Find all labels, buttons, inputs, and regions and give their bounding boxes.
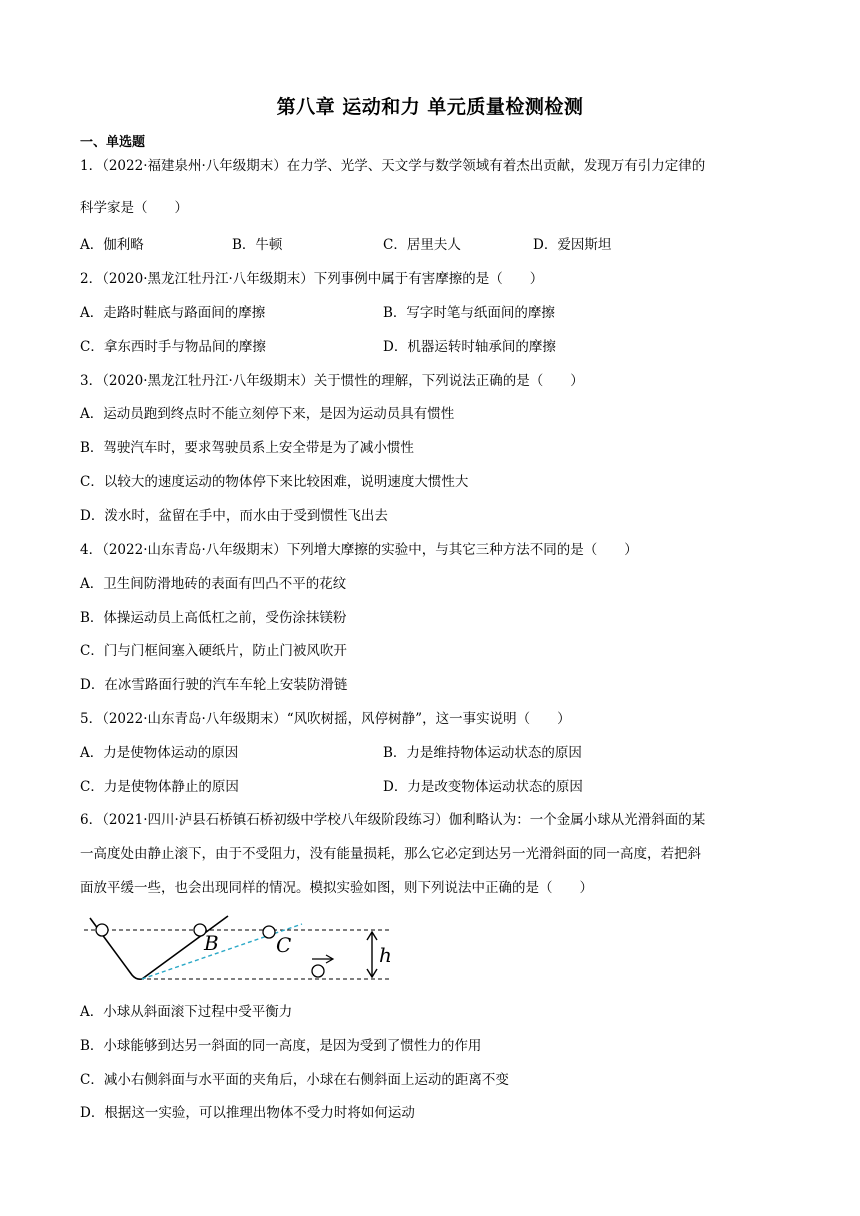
q3-option-a: A．运动员跑到终点时不能立刻停下来，是因为运动员具有惯性	[80, 406, 455, 422]
q6-option-b: B．小球能够到达另一斜面的同一高度，是因为受到了惯性力的作用	[80, 1038, 482, 1054]
q3-line-1: 3．（2020·黑龙江牡丹江·八年级期末）关于惯性的理解，下列说法正确的是（ ）	[80, 373, 584, 389]
q5-option-a: A．力是使物体运动的原因	[80, 745, 239, 761]
section-heading: 一、单选题	[80, 135, 146, 150]
label-h: h	[379, 943, 392, 967]
q1-option-d: D．爱因斯坦	[533, 237, 612, 253]
q3-option-d: D．泼水时，盆留在手中，而水由于受到惯性飞出去	[80, 508, 388, 524]
q6-option-c: C．减小右侧斜面与水平面的夹角后，小球在右侧斜面上运动的距离不变	[80, 1072, 509, 1088]
q6-option-d: D．根据这一实验，可以推理出物体不受力时将如何运动	[80, 1105, 415, 1121]
q4-option-d: D．在冰雪路面行驶的汽车车轮上安装防滑链	[80, 677, 348, 693]
q5-option-c: C．力是使物体静止的原因	[80, 779, 239, 795]
q5-line-1: 5．（2022·山东青岛·八年级期末）“风吹树摇，风停树静”，这一事实说明（ ）	[80, 711, 571, 727]
q1-line-1: 1．（2022·福建泉州·八年级期末）在力学、光学、天文学与数学领域有着杰出贡献，发现万有引力定律的	[80, 158, 706, 174]
q3-option-c: C．以较大的速度运动的物体停下来比较困难，说明速度大惯性大	[80, 474, 469, 490]
q3-option-b: B．驾驶汽车时，要求驾驶员系上安全带是为了减小惯性	[80, 440, 414, 456]
ball-c	[263, 926, 275, 938]
q6-line-2: 一高度处由静止滚下，由于不受阻力，没有能量损耗，那么它必定到达另一光滑斜面的同一高度，若把斜	[80, 846, 701, 862]
label-c: C	[276, 933, 292, 957]
q4-line-1: 4．（2022·山东青岛·八年级期末）下列增大摩擦的实验中，与其它三种方法不同的是（ ）	[80, 542, 638, 558]
q4-option-c: C．门与门框间塞入硬纸片，防止门被风吹开	[80, 643, 347, 659]
q1-option-c: C．居里夫人	[383, 237, 461, 253]
q4-option-a: A．卫生间防滑地砖的表面有凹凸不平的花纹	[80, 576, 347, 592]
q6-line-1: 6．（2021·四川·泸县石桥镇石桥初级中学校八年级阶段练习）伽利略认为：一个金属小球从光滑斜面的某	[80, 812, 706, 828]
q5-option-b: B．力是维持物体运动状态的原因	[383, 745, 582, 761]
label-b: B	[204, 931, 219, 955]
q1-line-2: 科学家是（ ）	[80, 200, 188, 216]
page-title: 第八章 运动和力 单元质量检测检测	[276, 96, 584, 118]
q2-line-1: 2．（2020·黑龙江牡丹江·八年级期末）下列事例中属于有害摩擦的是（ ）	[80, 271, 544, 287]
rolling-ball	[312, 965, 324, 977]
q2-option-d: D．机器运转时轴承间的摩擦	[383, 339, 556, 355]
q5-option-d: D．力是改变物体运动状态的原因	[383, 779, 583, 795]
start-ball	[96, 924, 108, 936]
q1-option-a: A．伽利略	[80, 237, 144, 253]
q6-option-a: A．小球从斜面滚下过程中受平衡力	[80, 1004, 293, 1020]
q1-option-b: B．牛顿	[232, 237, 283, 253]
q4-option-b: B．体操运动员上高低杠之前，受伤涂抹镁粉	[80, 610, 347, 626]
incline-experiment-figure	[80, 912, 400, 988]
q2-option-b: B．写字时笔与纸面间的摩擦	[383, 305, 555, 321]
q2-option-c: C．拿东西时手与物品间的摩擦	[80, 339, 266, 355]
q6-line-3: 面放平缓一些，也会出现同样的情况。模拟实验如图，则下列说法中正确的是（ ）	[80, 880, 593, 896]
q2-option-a: A．走路时鞋底与路面间的摩擦	[80, 305, 266, 321]
